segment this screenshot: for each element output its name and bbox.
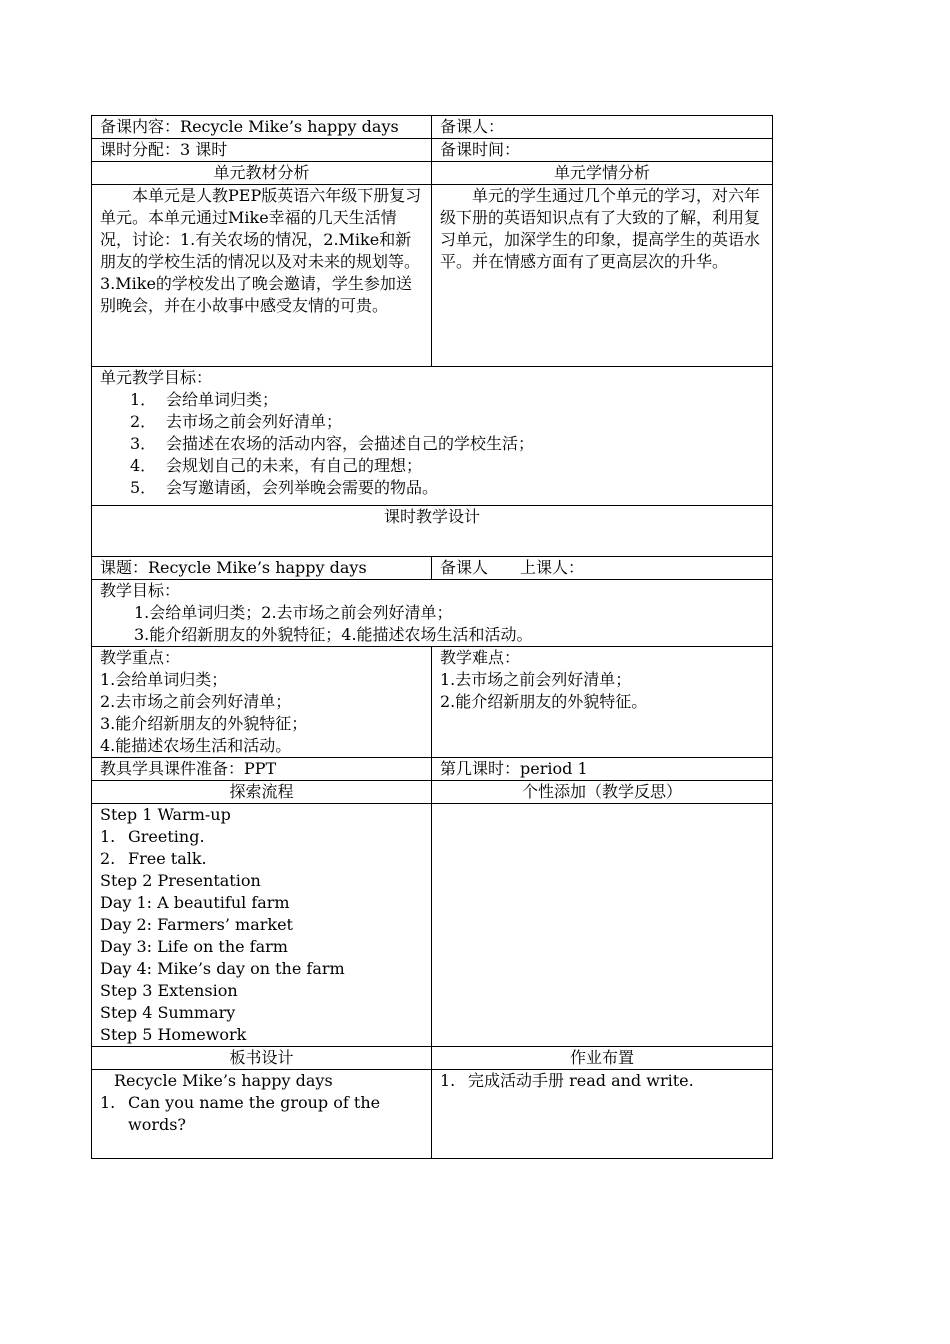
student-analysis-text: 单元的学生通过几个单元的学习，对六年级下册的英语知识点有了大致的了解，利用复习单元，加深学生的印象，提高学生的英语水平。并在情感方面有了更高层次的升华。 [440, 186, 761, 271]
content-cell [92, 116, 432, 139]
reflection-cell [432, 804, 773, 1047]
key-point: 3.能介绍新朋友的外貌特征； [100, 714, 308, 733]
process-body-row [92, 804, 773, 1047]
lesson-plan-table [91, 115, 773, 1159]
board-list [100, 1092, 423, 1136]
content-value: Recycle Mike’s happy days [180, 117, 399, 136]
materials-cell: 教具学具课件准备：PPT [92, 758, 432, 781]
unit-goal-item: 4． 会规划自己的未来，有自己的理想； [130, 456, 423, 475]
student-analysis-cell [432, 185, 773, 367]
key-point: 1.会给单词归类； [100, 670, 228, 689]
key-point: 4.能描述农场生活和活动。 [100, 736, 292, 755]
unit-goal-item: 5． 会写邀请函，会列举晚会需要的物品。 [130, 478, 439, 497]
process-step: Step 2 Presentation [100, 871, 261, 890]
unit-goals-list [100, 389, 764, 499]
period-alloc-cell: 课时分配：3 课时 [92, 139, 432, 162]
difficult-point: 1.去市场之前会列好清单； [440, 670, 632, 689]
material-analysis-text: 本单元是人教PEP版英语六年级下册复习单元。本单元通过Mike幸福的几天生活情况，讨论：1.有关农场的情况，2.Mike和新朋友的学校生活的情况以及对未来的规划等。3.Mike的学校发出了晚会邀请，学生参加送别晚会，并在小故事中感受友情的可贵。 [100, 186, 422, 315]
board-design-title: 板书设计 [92, 1047, 432, 1070]
homework-cell [432, 1070, 773, 1159]
board-design-cell [92, 1070, 432, 1159]
unit-goals-title: 单元教学目标： [100, 368, 213, 387]
homework-item: 1. 完成活动手册 read and write. [440, 1071, 694, 1090]
board-body-row [92, 1070, 773, 1159]
materials-row [92, 758, 773, 781]
process-step: Day 4: Mike’s day on the farm [100, 959, 345, 978]
substep-item: 2. Free talk. [100, 849, 207, 868]
unit-goal-item: 1． 会给单词归类； [130, 390, 279, 409]
process-step: Step 5 Homework [100, 1025, 247, 1044]
unit-goal-item: 3． 会描述在农场的活动内容，会描述自己的学校生活； [130, 434, 535, 453]
topic-row [92, 557, 773, 580]
lesson-plan-sheet [91, 115, 772, 1159]
header-row-period [92, 139, 773, 162]
objectives-cell [92, 580, 773, 647]
topic-cell: 课题：Recycle Mike’s happy days [92, 557, 432, 580]
objectives-line: 3.能介绍新朋友的外貌特征；4.能描述农场生活和活动。 [134, 625, 533, 644]
analysis-title-row [92, 162, 773, 185]
substep-list [100, 826, 423, 870]
difficult-points-cell [432, 647, 773, 758]
process-step: Day 1: A beautiful farm [100, 893, 290, 912]
key-point: 2.去市场之前会列好清单； [100, 692, 292, 711]
objectives-title: 教学目标： [100, 581, 181, 600]
header-row-content [92, 116, 773, 139]
teachers-cell: 备课人 上课人： [432, 557, 773, 580]
process-title: 探索流程 [92, 781, 432, 804]
content-label: 备课内容： [100, 117, 181, 136]
board-heading: Recycle Mike’s happy days [114, 1071, 333, 1090]
process-step: Step 3 Extension [100, 981, 238, 1000]
preparer-label: 备课人： [440, 117, 505, 136]
material-analysis-cell [92, 185, 432, 367]
prep-time-cell: 备课时间： [432, 139, 773, 162]
board-title-row [92, 1047, 773, 1070]
student-analysis-title: 单元学情分析 [432, 162, 773, 185]
key-points-title: 教学重点： [100, 648, 181, 667]
process-title-row [92, 781, 773, 804]
homework-list [440, 1070, 764, 1092]
material-analysis-title: 单元教材分析 [92, 162, 432, 185]
reflection-title: 个性添加（教学反思） [432, 781, 773, 804]
homework-title: 作业布置 [432, 1047, 773, 1070]
period-cell: 第几课时：period 1 [432, 758, 773, 781]
board-item: 1. Can you name the group of the words? [100, 1093, 381, 1134]
key-points-cell [92, 647, 432, 758]
process-cell [92, 804, 432, 1047]
objectives-row [92, 580, 773, 647]
process-step: Day 2: Farmers’ market [100, 915, 293, 934]
process-step: Step 1 Warm-up [100, 805, 231, 824]
lesson-design-title: 课时教学设计 [92, 506, 773, 557]
process-step: Step 4 Summary [100, 1003, 236, 1022]
key-difficult-row [92, 647, 773, 758]
substep-item: 1. Greeting. [100, 827, 205, 846]
unit-goal-item: 2． 去市场之前会列好清单； [130, 412, 343, 431]
preparer-cell [432, 116, 773, 139]
unit-goals-row [92, 367, 773, 506]
difficult-point: 2.能介绍新朋友的外貌特征。 [440, 692, 648, 711]
objectives-line: 1.会给单词归类；2.去市场之前会列好清单； [134, 603, 453, 622]
lesson-design-title-row [92, 506, 773, 557]
difficult-points-title: 教学难点： [440, 648, 521, 667]
unit-goals-cell [92, 367, 773, 506]
analysis-body-row [92, 185, 773, 367]
process-step: Day 3: Life on the farm [100, 937, 288, 956]
